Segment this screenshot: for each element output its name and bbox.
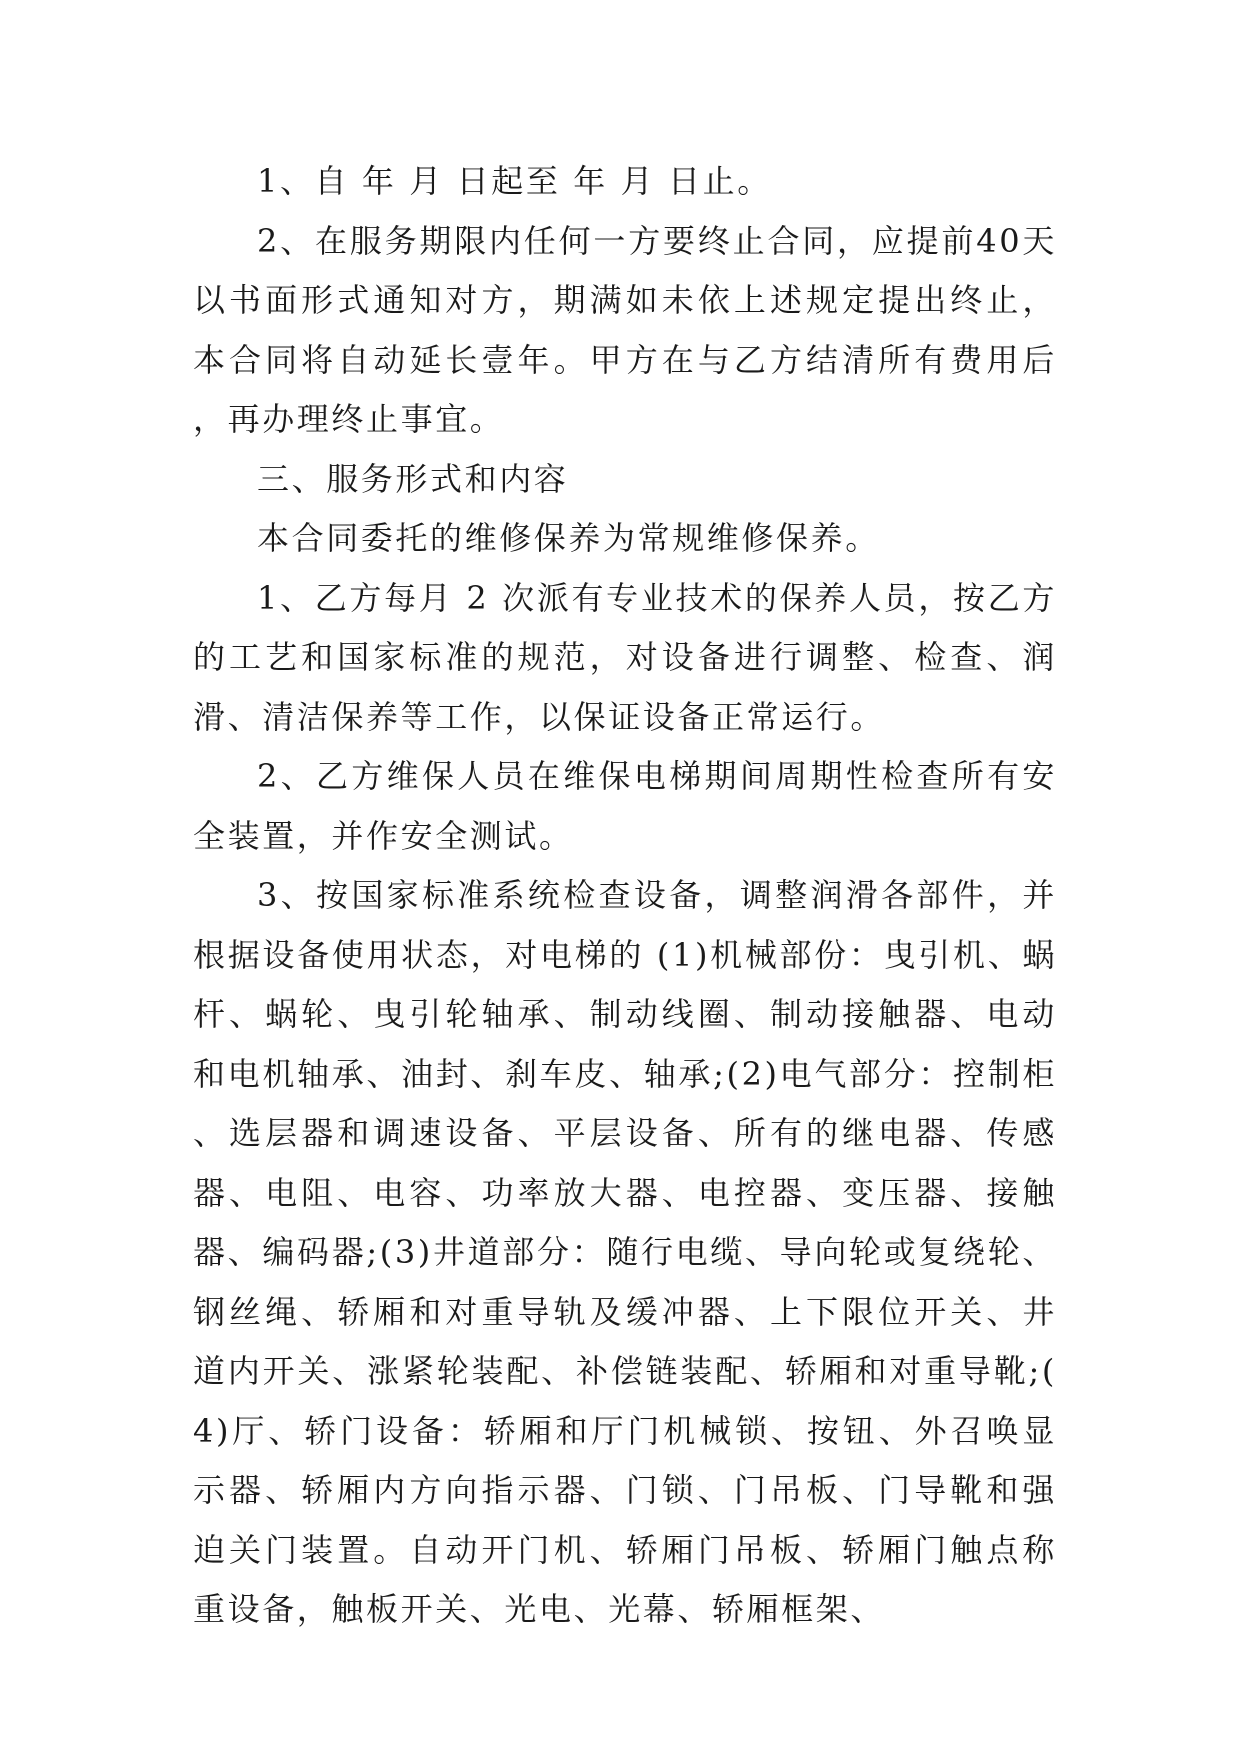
paragraph-termination: 2、在服务期限内任何一方要终止合同，应提前40天以书面形式通知对方，期满如未依上述规定提出终止，本合同将自动延长壹年。甲方在与乙方结清所有费用后，再办理终止事宜。 (193, 221, 1057, 438)
section-heading-service-form: 三、服务形式和内容 (257, 459, 569, 498)
document-body (193, 152, 1057, 1640)
paragraph-monthly-maintenance: 1、乙方每月 2 次派有专业技术的保养人员，按乙方的工艺和国家标准的规范，对设备进行调整、检查、润滑、清洁保养等工作，以保证设备正常运行。 (193, 578, 1057, 736)
paragraph-maintenance-type: 本合同委托的维修保养为常规维修保养。 (257, 519, 880, 557)
paragraph-equipment-inspection: 3、按国家标准系统检查设备，调整润滑各部件，并根据设备使用状态，对电梯的 (1)机械部份：曳引机、蜗杆、蜗轮、曳引轮轴承、制动线圈、制动接触器、电动和电机轴承、油封、刹车皮、轴承;(2)电气部分：控制柜、选层器和调速设备、平层设备、所有的继电器、传感器、电阻、电容、功率放大器、电控器、变压器、接触器、编码器;(3)井道部分：随行电缆、导向轮或复绕轮、钢丝绳、轿厢和对重导轨及缓冲器、上下限位开关、井道内开关、涨紧轮装配、补偿链装配、轿厢和对重导靴;(4)厅、轿门设备：轿厢和厅门机械锁、按钮、外召唤显示器、轿厢内方向指示器、门锁、门吊板、门导靴和强迫关门装置。自动开门机、轿厢门吊板、轿厢门触点称重设备，触板开关、光电、光幕、轿厢框架、 (193, 876, 1057, 1628)
paragraph-safety-inspection: 2、乙方维保人员在维保电梯期间周期性检查所有安全装置，并作安全测试。 (193, 757, 1057, 855)
paragraph-service-period: 1、自 年 月 日起至 年 月 日止。 (257, 162, 772, 200)
